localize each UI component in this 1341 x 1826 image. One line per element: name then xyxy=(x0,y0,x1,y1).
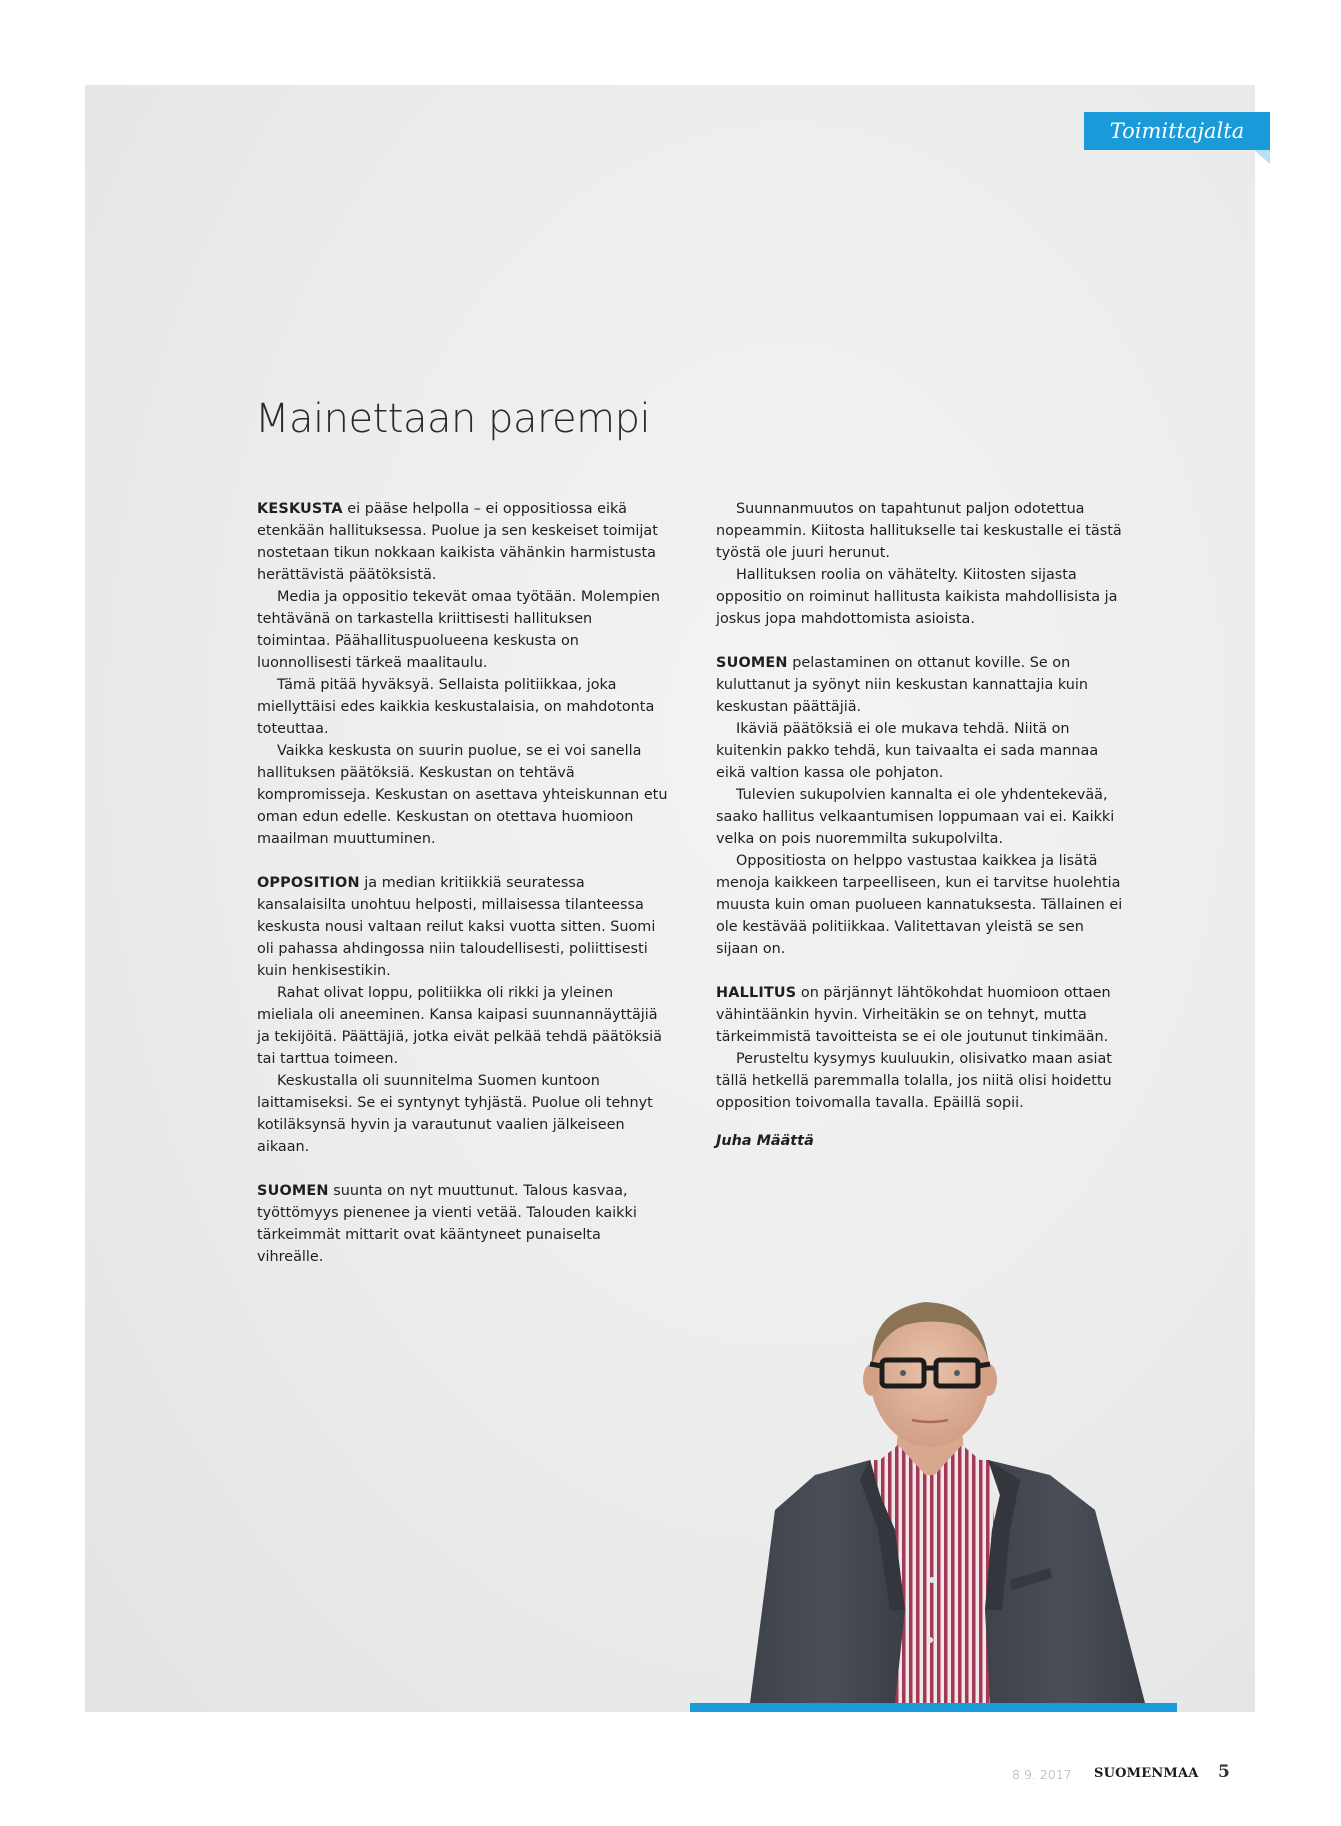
paragraph: SUOMEN pelastaminen on ottanut koville. Se on kuluttanut ja syönyt niin keskustan kannattajia kuin keskustan päättäjiä. xyxy=(716,655,1088,715)
article-column-right xyxy=(716,498,1128,1152)
paragraph: SUOMEN suunta on nyt muuttunut. Talous kasvaa, työttömyys pienenee ja vienti vetää. Talouden kaikki tärkeimmät mittarit ovat kääntyneet punaiselta vihreälle. xyxy=(257,1183,637,1265)
paragraph: Oppositiosta on helppo vastustaa kaikkea ja lisätä menoja kaikkeen tarpeelliseen, kun ei tarvitse huolehtia muusta kuin oman puolueen kannatuksesta. Tällainen ei ole kestävää politiikkaa. Valitettavan yleistä se sen sijaan on. xyxy=(716,853,1123,957)
paragraph: Vaikka keskusta on suurin puolue, se ei voi sanella hallituksen päätöksiä. Keskustan on tehtävä kompromisseja. Keskustan on asettava yhteiskunnan etu oman edun edelle. Keskustan on otettava huomioon maailman muuttuminen. xyxy=(257,743,668,847)
paragraph: Suunnanmuutos on tapahtunut paljon odotettua nopeammin. Kiitosta hallitukselle tai keskustalle ei tästä työstä ole juuri herunut. xyxy=(716,501,1122,561)
paragraph-lead: SUOMEN xyxy=(257,1183,329,1199)
paragraph: Hallituksen roolia on vähätelty. Kiitosten sijasta oppositio on roiminut hallitusta kaikista mahdollisista ja joskus jopa mahdottomista asioista. xyxy=(716,567,1118,627)
paragraph: Media ja oppositio tekevät omaa työtään. Molempien tehtävänä on tarkastella kriittisesti hallituksen toimintaa. Päähallituspuolueena keskusta on luonnollisesti tärkeä maalitaulu. xyxy=(257,589,661,671)
paragraph-lead: KESKUSTA xyxy=(257,501,343,517)
page-number: 5 xyxy=(1218,1762,1230,1782)
section-tag-fold xyxy=(1254,150,1270,164)
author-portrait xyxy=(720,1280,1170,1703)
publication-name: SUOMENMAA xyxy=(1094,1766,1199,1781)
paragraph: Ikäviä päätöksiä ei ole mukava tehdä. Niitä on kuitenkin pakko tehdä, kun taivaalta ei sada mannaa eikä valtion kassa ole pohjaton. xyxy=(716,721,1099,781)
section-tag: Toimittajalta xyxy=(1084,112,1270,150)
author-signature: Juha Määttä xyxy=(716,1133,814,1149)
paragraph: HALLITUS on pärjännyt lähtökohdat huomioon ottaen vähintäänkin hyvin. Virheitäkin se on tehnyt, mutta tärkeimmistä tavoitteista se ei ole joutunut tinkimään. xyxy=(716,985,1111,1045)
paragraph: OPPOSITION ja median kritiikkiä seuratessa kansalaisilta unohtuu helposti, millaisessa tilanteessa keskusta nousi valtaan reilut kaksi vuotta sitten. Suomi oli pahassa ahdingossa niin taloudellisesti, poliittisesti kuin henkisestikin. xyxy=(257,875,656,979)
paragraph: Perusteltu kysymys kuuluukin, olisivatko maan asiat tällä hetkellä paremmalla tolalla, jos niitä olisi hoidettu opposition toivomalla tavalla. Epäillä sopii. xyxy=(716,1051,1112,1111)
issue-date: 8.9. 2017 xyxy=(1012,1767,1072,1782)
paragraph: KESKUSTA ei pääse helpolla – ei oppositiossa eikä etenkään hallituksessa. Puolue ja sen keskeiset toimijat nostetaan tikun nokkaan kaikista vähänkin harmistusta herättävistä päätöksistä. xyxy=(257,501,658,583)
paragraph: Tämä pitää hyväksyä. Sellaista politiikkaa, joka miellyttäisi edes kaikkia keskustalaisia, on mahdotonta toteuttaa. xyxy=(257,677,655,737)
article-title: Mainettaan parempi xyxy=(255,396,651,442)
paragraph: Rahat olivat loppu, politiikka oli rikki ja yleinen mieliala oli aneeminen. Kansa kaipasi suunnannäyttäjiä ja tekijöitä. Päättäjiä, jotka eivät pelkää tehdä päätöksiä tai tarttua toimeen. xyxy=(257,985,662,1067)
article-column-left xyxy=(257,498,669,1268)
paragraph-lead: SUOMEN xyxy=(716,655,788,671)
paragraph-lead: OPPOSITION xyxy=(257,875,360,891)
paragraph: Tulevien sukupolvien kannalta ei ole yhdentekevää, saako hallitus velkaantumisen loppumaan vai ei. Kaikki velka on pois nuoremmilta sukupolvilta. xyxy=(716,787,1115,847)
accent-bar xyxy=(690,1703,1177,1712)
paragraph: Keskustalla oli suunnitelma Suomen kuntoon laittamiseksi. Se ei syntynyt tyhjästä. Puolue oli tehnyt kotiläksynsä hyvin ja varautunut vaalien jälkeiseen aikaan. xyxy=(257,1073,653,1155)
paragraph-lead: HALLITUS xyxy=(716,985,797,1001)
